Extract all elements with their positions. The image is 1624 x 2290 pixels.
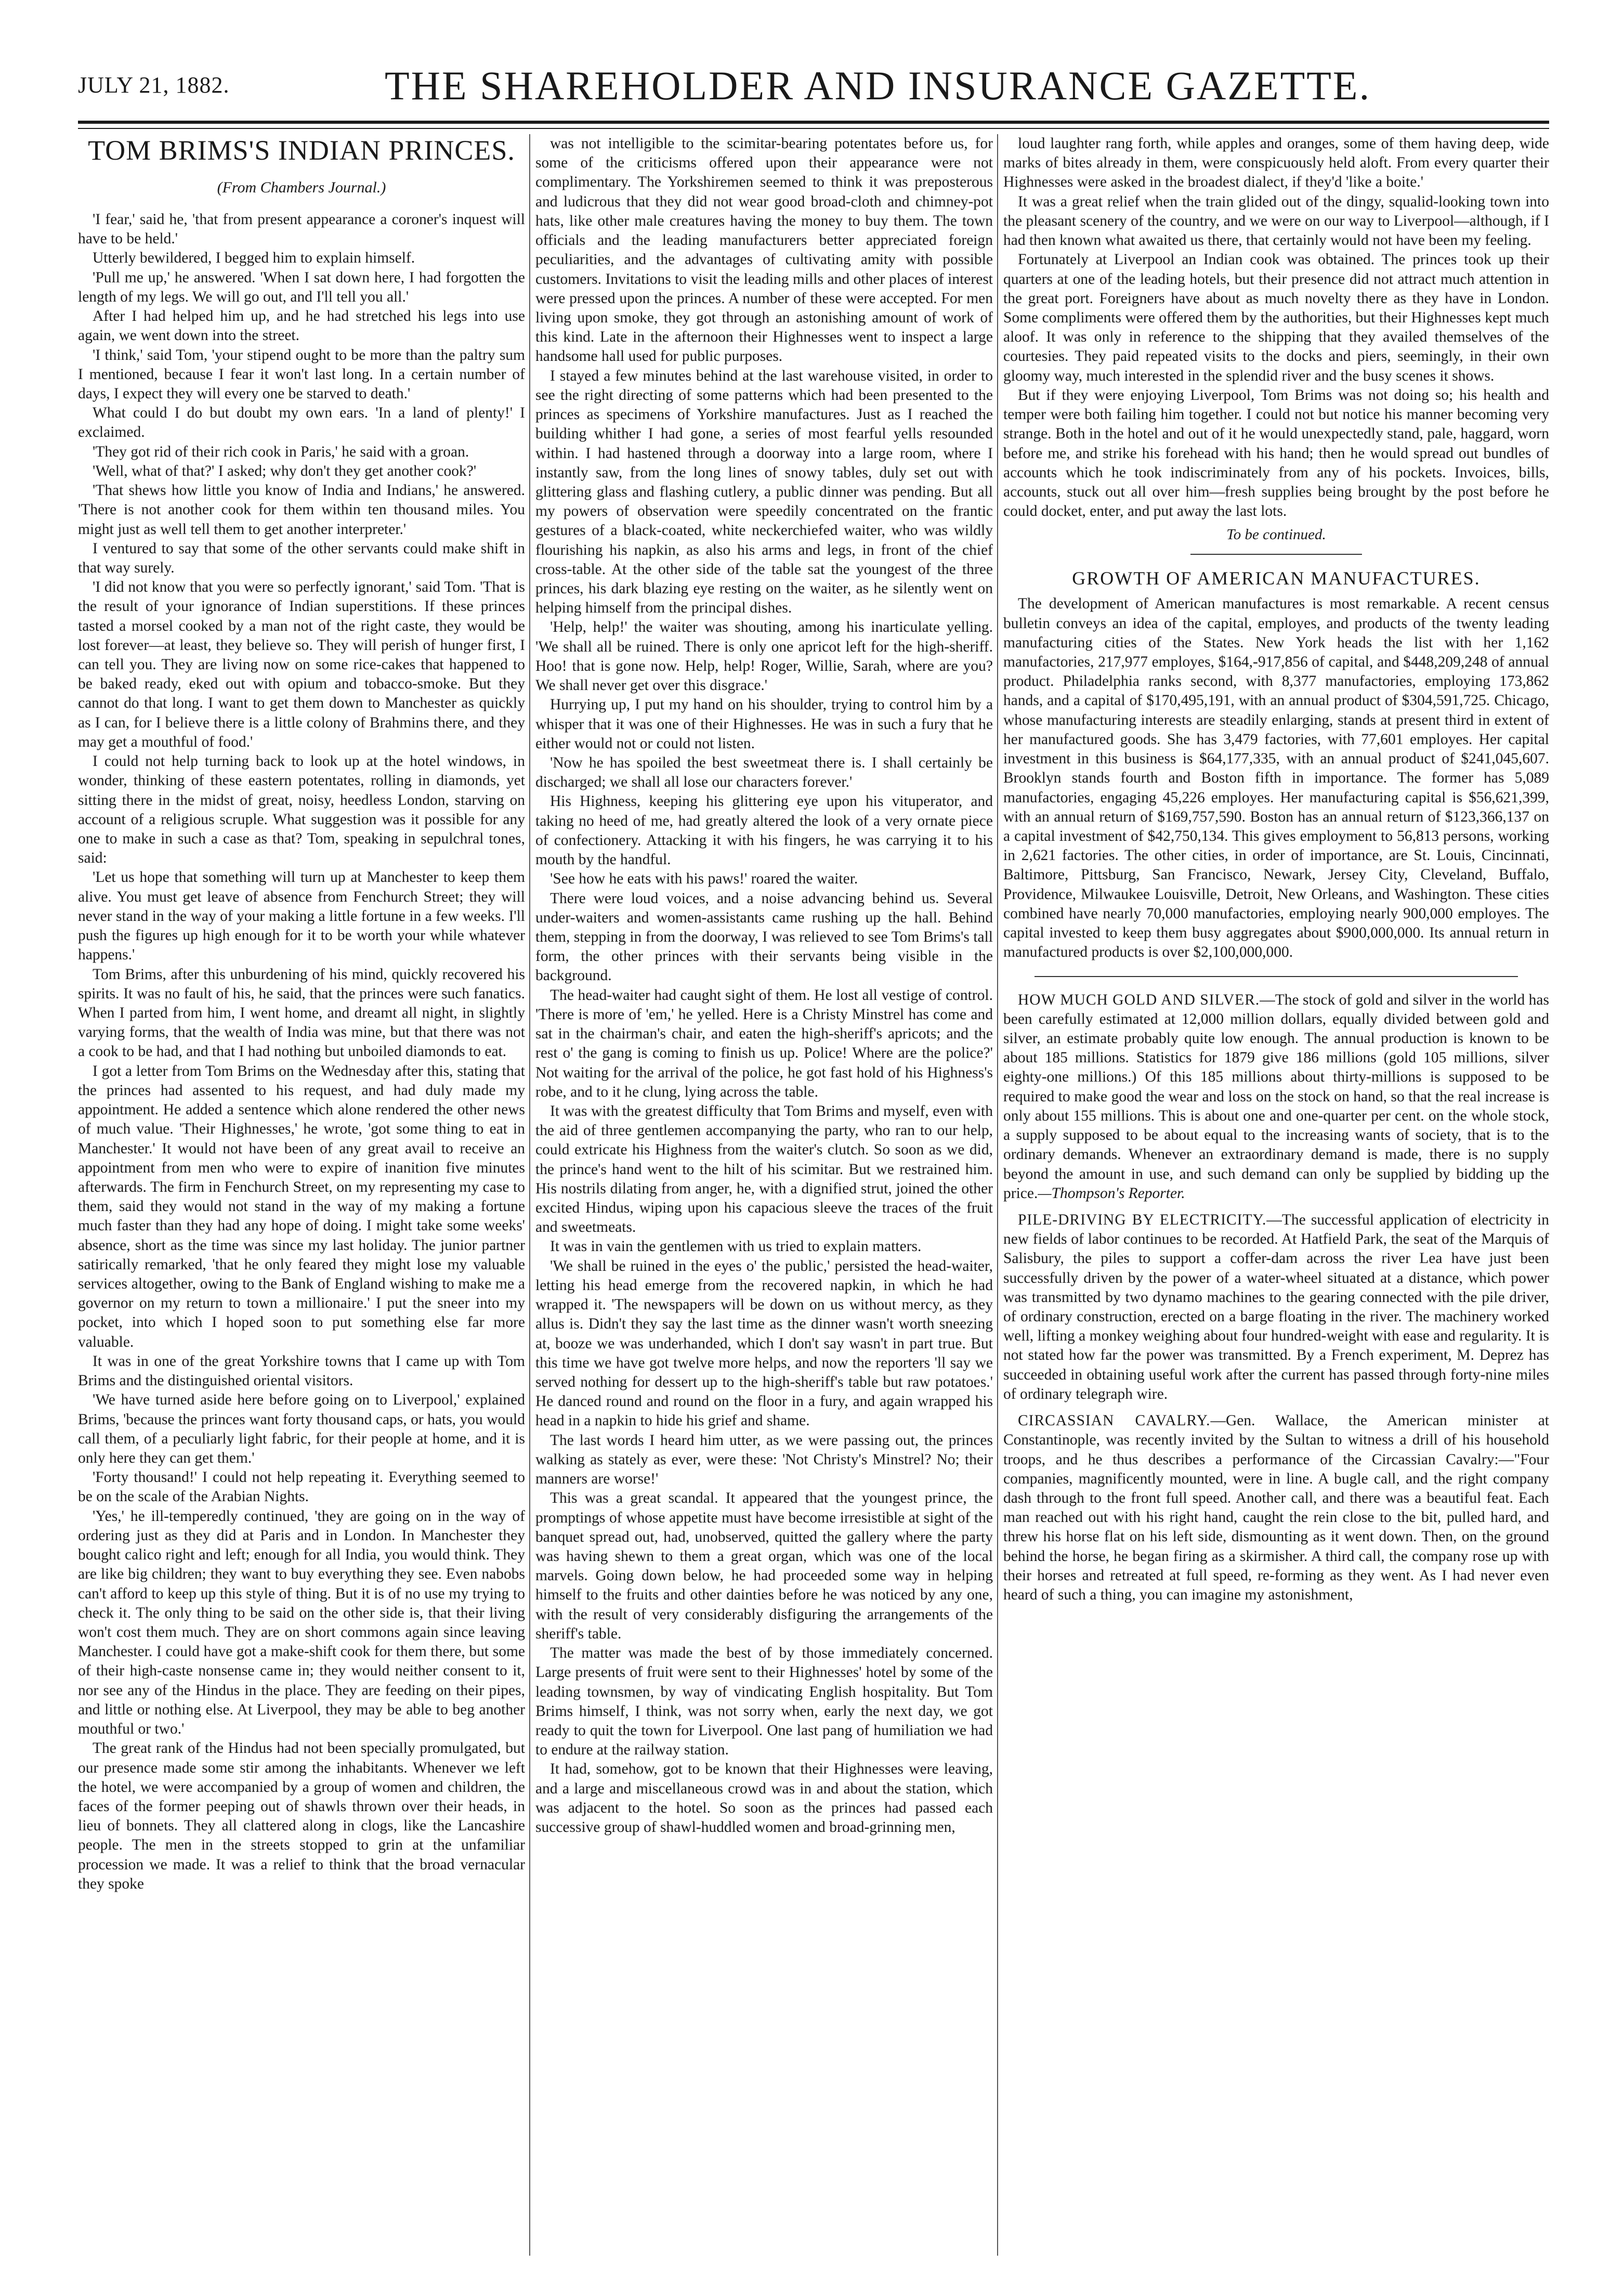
article-paragraph: The matter was made the best of by those immediately concerned. Large presents of fruit were sent to their Highnesses' hotel by some of the leading townsmen, by way of vindicating English hospitality. But Tom Brims himself, I think, was not sorry when, early the next day, we got ready to quit the town for Liverpool. One last pang of humiliation we had to endure at the railway station.	[535, 1645, 993, 1759]
article-paragraph: 'Yes,' he ill-temperedly continued, 'they are going on in the way of ordering just as they did at Paris and in London. In Manchester they bought calico right and left; enough for all India, you would think. They are like big children; they want to buy everything they see. Even nabobs can't afford to keep up this style of thing. But it is of no use my trying to check it. The only thing to be said on the other side is, that their living won't cost them much. They are on short commons again since leaving Manchester. I could have got a make-shift cook for them there, but some of their high-caste nonsense came in; they would neither consent to it, nor see any of the Hindus in the place. They are feeding on their pipes, and little or nothing else. At Liverpool, they may be able to beg another mouthful or two.'	[78, 1507, 525, 1738]
article-paragraph: 'I fear,' said he, 'that from present appearance a coroner's inquest will have to be held.'	[78, 211, 525, 248]
article-paragraph: 'We shall be ruined in the eyes o' the public,' persisted the head-waiter, letting his head emerge from the recovered napkin, in which he had wrapped it. 'The newspapers will be down on us without mercy, as they allus is. Didn't they say the last time as the dinner wasn't worth sneezing at, booze we was underhanded, which I don't say wasn't in part true. But this time we have got twelve more helps, and now the reporters 'll say we served nothing for dessert up to the high-sheriff's table but raw potatoes.' He danced round and round on the floor in a fury, and again wrapped his head in a napkin to hide his grief and shame.	[535, 1257, 993, 1429]
brief-heading: HOW MUCH GOLD AND SILVER.	[1018, 991, 1260, 1008]
article-paragraph: Fortunately at Liverpool an Indian cook was obtained. The princes took up their quarters at one of the leading hotels, but their presence did not attract much attention in the great port. Foreigners have about as much novelty there as they have in London. Some compliments were offered them by the authorities, but their Highnesses kept much aloof. It was only in reference to the shipping that they availed themselves of the courtesies. They paid repeated visits to the docks and piers, seemingly, in their own gloomy way, much interested in the splendid river and the busy scenes it shows.	[1003, 251, 1549, 384]
article-paragraph: 'I think,' said Tom, 'your stipend ought to be more than the paltry sum I mentioned, because I fear it won't last long. In a certain number of days, I expect they will every one be starved to death.'	[78, 346, 525, 402]
article-paragraph: 'See how he eats with his paws!' roared the waiter.	[550, 870, 858, 888]
article-paragraph: was not intelligible to the scimitar-bearing potentates before us, for some of the criticisms offered upon their appearance were not complimentary. The Yorkshiremen seemed to think it was preposterous and ludicrous that they did not wear good broad-cloth and chimney-pot hats, like other male creatures having the money to buy them. The town officials and the leading manufacturers better appreciated foreign peculiarities, and the advantages of cultivating amity with possible customers. Invitations to visit the leading mills and other places of interest were pressed upon the princes. A number of these were accepted. For men living upon smoke, they got through an astonishing amount of work of this kind. Late in the afternoon their Highnesses went to inspect a large handsome hall used for public purposes.	[535, 135, 993, 365]
article-title: GROWTH OF AMERICAN MANUFACTURES.	[1072, 568, 1481, 589]
article-paragraph: I stayed a few minutes behind at the last warehouse visited, in order to see the right directing of some patterns which had been presented to the princes as specimens of Yorkshire manufactures. Just as I reached the building whither I had gone, a series of most fearful yells resounded within. I had hastened through a doorway into a large room, where I instantly saw, from the long lines of snowy tables, duly set out with glittering glass and flashing cutlery, a public dinner was pending. But all my powers of observation were speedily concentrated on the frantic gestures of a black-coated, white neckerchiefed waiter, who was wildly flourishing his napkin, as also his arms and legs, in front of the chief cross-table. At the other side of the table sat the youngest of the three princes, his dark blazing eye resting on the waiter, as he silently went on helping himself from the principal dishes.	[535, 367, 993, 617]
article-paragraph: Hurrying up, I put my hand on his shoulder, trying to control him by a whisper that it was one of their Highnesses. He was in such a fury that he either would not or could not listen.	[535, 696, 993, 752]
article-paragraph: The development of American manufactures is most remarkable. A recent census bulletin conveys an idea of the capital, employes, and products of the twenty leading manufacturing cities of the States. New York heads the list with her 1,162 manufactories, 217,977 employes, $164,-917,856 of capital, and $448,209,248 of annual product. Philadelphia ranks second, with 8,377 manufactories, employing 173,862 hands, and a capital of $170,495,191, with an annual product of $304,591,725. Chicago, whose manufacturing interests are steadily enlarging, stands at present third in extent of her manufactured goods. She has 3,479 factories, with 77,601 employes. Her capital investment in this business is $64,177,335, with an annual product of $241,045,607. Brooklyn stands fourth and Boston fifth in importance. The former has 5,089 manufactories, engaging 45,226 employes. Her manufacturing capital is $56,621,399, with an annual return of $169,757,590. Boston has an annual return of $123,366,137 on a capital investment of $42,750,134. This gives employment to 56,813 persons, working in 2,621 factories. The other cities, in order of importance, are St. Louis, Cincinnati, Baltimore, Pittsburg, San Francisco, Newark, Jersey City, Cleveland, Buffalo, Providence, Milwaukee Louisville, Detroit, New Orleans, and Washington. These cities combined have nearly 70,000 manufactories, employing nearly 900,000 employes. The capital invested to keep them busy aggregates about $900,000,000. Its annual return in manufactured products is over $2,100,000,000.	[1003, 595, 1549, 961]
article-body	[535, 134, 993, 1837]
article-title: TOM BRIMS'S INDIAN PRINCES.	[88, 135, 515, 166]
article-paragraph: 'Help, help!' the waiter was shouting, among his inarticulate yelling. 'We shall all be ruined. There is only one apricot left for the high-sheriff. Hoo! that is gone now. Help, help! Roger, Willie, Sarah, where are you? We shall never get over this disgrace.'	[535, 619, 993, 694]
brief-text: —The successful application of electricity in new fields of labor continues to be recorded. At Hatfield Park, the seat of the Marquis of Salisbury, the piles to support a coffer-dam across the river Lea have just been successfully driven by the power of a water-wheel situated at a distance, which power was transmitted by two dynamo machines to the gearing connected with the pile driver, of ordinary construction, erected on a barge floating in the river. The machinery worked well, lifting a monkey weighing about four hundred-weight with ease and regularity. It is not stated how far the power was transmitted. By a French experiment, M. Deprez has succeeded in obtaining useful work after the current has passed through forty-nine miles of ordinary telegraph wire.	[1003, 1211, 1549, 1402]
column-divider	[529, 134, 530, 2256]
article-paragraph: Tom Brims, after this unburdening of his mind, quickly recovered his spirits. It was no fault of his, he said, that the princes were such fanatics. When I parted from him, I went home, and dreamt all night, in slightly varying forms, that the wealth of India was mine, but that there was not a cook to be had, and that I had nothing but unboiled diamonds to eat.	[78, 966, 525, 1060]
brief-item	[1003, 991, 1549, 1203]
article-paragraph: 'Well, what of that?' I asked; why don't they get another cook?'	[93, 462, 477, 479]
masthead-rule-thin	[78, 128, 1549, 129]
article-paragraph: I ventured to say that some of the other servants could make shift in that way surely.	[78, 540, 525, 576]
brief-heading: CIRCASSIAN CAVALRY.	[1018, 1412, 1211, 1429]
brief-item	[1003, 1211, 1549, 1404]
article-paragraph: It had, somehow, got to be known that their Highnesses were leaving, and a large and miscellaneous crowd was in and about the station, which was adjacent to the hotel. So soon as the princes had passed each successive group of shawl-huddled women and broad-grinning men,	[535, 1761, 993, 1836]
brief-text: —The stock of gold and silver in the world has been carefully estimated at 12,000 million dollars, equally divided between gold and silver, an estimate probably quite low enough. The annual production is known to be about 185 millions. Statistics for 1879 give 186 millions (gold 105 millions, silver eighty-one millions.) Of this 185 millions about thirty-millions is supposed to be required to make good the wear and loss on the stock on hand, so that the real increase is only about 155 millions. This is about one and one-quarter per cent. on the whole stock, a supply supposed to be about equal to the increasing wants of society, that is to the ordinary demands. Whenever an extraordinary demand is made, there is no supply beyond the amount in use, and such demand can only be supplied by bidding up the price.	[1003, 991, 1549, 1202]
column-3	[1003, 134, 1549, 2256]
masthead	[78, 52, 1549, 114]
article-paragraph: It was in vain the gentlemen with us tried to explain matters.	[550, 1238, 922, 1255]
column-2	[535, 134, 993, 2256]
brief-source: —Thompson's Reporter.	[1038, 1185, 1185, 1202]
newspaper-title: THE SHAREHOLDER AND INSURANCE GAZETTE.	[385, 63, 1371, 108]
article-paragraph: There were loud voices, and a noise advancing behind us. Several under-waiters and women-assistants came rushing up the hall. Behind them, stepping in from the doorway, I was relieved to see Tom Brims's tall form, the other princes with their servants being visible in the background.	[535, 890, 993, 984]
article-paragraph: It was with the greatest difficulty that Tom Brims and myself, even with the aid of three gentlemen accompanying the party, who ran to our help, could extricate his Highness from the waiter's clutch. So soon as we did, the prince's hand went to the hilt of his scimitar. But we restrained him. His nostrils dilating from anger, he, with a dignified strut, joined the other excited Hindus, wiping upon his capacious sleeve the traces of the fruit and sweetmeats.	[535, 1102, 993, 1236]
article-paragraph: The great rank of the Hindus had not been specially promulgated, but our presence made some stir among the inhabitants. Whenever we left the hotel, we were accompanied by a group of women and children, the faces of the former peeping out of shawls thrown over their heads, in lieu of bonnets. They all clattered along in clogs, like the Lancashire people. The men in the streets stopped to grin at the unfamiliar procession we made. It was a relief to think that the broad vernacular they spoke	[78, 1740, 525, 1892]
masthead-rule	[78, 121, 1549, 124]
article-paragraph: 'That shews how little you know of India and Indians,' he answered. 'There is not another cook for them within ten thousand miles. You might just as well tell them to get another interpreter.'	[78, 482, 525, 538]
continued-note: To be continued.	[1226, 526, 1326, 543]
article-paragraph: But if they were enjoying Liverpool, Tom Brims was not doing so; his health and temper were both failing him together. I could not but notice his manner becoming very strange. Both in the hotel and out of it he would unexpectedly stand, pale, haggard, worn before me, and strike his forehead with his hand; then he would spread out bundles of accounts which he took indiscriminately from any of his pockets. Invoices, bills, accounts, stuck out all over him—fresh supplies being brought by the post before he could docket, enter, and put away the last lots.	[1003, 386, 1549, 520]
column-1	[78, 134, 525, 2256]
article-paragraph: This was a great scandal. It appeared that the youngest prince, the promptings of whose appetite must have become irresistible at sight of the banquet spread out, had, unobserved, quitted the gallery where the party was having shewn to them a great organ, which was one of the local marvels. Going down below, he had proceeded some way in helping himself to the fruits and other dainties before he was noticed by any one, with the result of very considerably disfiguring the arrangements of the sheriff's table.	[535, 1490, 993, 1642]
brief-text: —Gen. Wallace, the American minister at Constantinople, was recently invited by the Sultan to witness a drill of his household troops, and he thus describes a performance of the Circassian Cavalry:—"Four companies, magnificently mounted, were in line. A bugle call, and the right company dash through to the front full speed. Another call, and there was a beautiful feat. Each man reached out with his right hand, caught the rein close to the bit, pulled hard, and threw his horse flat on his left side, dismounting as it went down. Then, on the ground behind the horse, he began firing as a skirmisher. A third call, the company rose up with their horses and retreated at full speed, re-forming as they went. As I had never even heard of such a thing, you can imagine my astonishment,	[1003, 1412, 1549, 1604]
brief-item	[1003, 1411, 1549, 1605]
article-paragraph: I got a letter from Tom Brims on the Wednesday after this, stating that the princes had assented to his request, and had duly made my appointment. He added a sentence which alone rendered the other news of much value. 'Their Highnesses,' he wrote, 'got some thing to eat in Manchester.' It would not have been of any great avail to receive an appointment from men who were to expire of inanition five minutes afterwards. The firm in Fenchurch Street, on my representing my case to them, said they would not stand in the way of my making a fortune much faster than they had any hope of doing. I might take some weeks' absence, short as the time was since my last holiday. The junior partner satirically remarked, 'that he only feared they might lose my valuable services altogether, owing to the Bank of England wishing to make me a governor on my return to town a millionaire.' I put the sneer into my pocket, into which I hoped soon to put something else far more valuable.	[78, 1062, 525, 1350]
article-paragraph: 'Now he has spoiled the best sweetmeat there is. I shall certainly be discharged; we shall all lose our characters forever.'	[535, 754, 993, 791]
article-body	[78, 210, 525, 1894]
separator	[1190, 554, 1362, 555]
brief-heading: PILE-DRIVING BY ELECTRICITY.	[1018, 1211, 1267, 1228]
article-body	[1003, 134, 1549, 521]
article-paragraph: The last words I heard him utter, as we were passing out, the princes walking as stately as ever, were these: 'Not Christy's Minstrel? No; their manners are worse!'	[535, 1432, 993, 1488]
article-source: (From Chambers Journal.)	[217, 179, 386, 196]
issue-date: JULY 21, 1882.	[78, 72, 230, 98]
column-divider	[997, 134, 998, 2256]
article-paragraph: 'Let us hope that something will turn up at Manchester to keep them alive. You must get leave of absence from Fenchurch Street; they will never stand in the way of your making a little fortune in a few weeks. I'll push the figures up high enough for it to be worth your while whatever happens.'	[78, 869, 525, 964]
article-paragraph: 'They got rid of their rich cook in Paris,' he said with a groan.	[93, 443, 469, 460]
article-paragraph: loud laughter rang forth, while apples and oranges, some of them having deep, wide marks of bites already in them, were conspicuously held aloft. From every quarter their Highnesses were asked in the broadest dialect, if they'd 'like a boite.'	[1003, 135, 1549, 191]
article-paragraph: His Highness, keeping his glittering eye upon his vituperator, and taking no heed of me, had greatly altered the look of a very ornate piece of confectionery. Attacking it with his fingers, he was carrying it to his mouth by the handful.	[535, 793, 993, 868]
separator	[1034, 976, 1518, 977]
article-paragraph: It was a great relief when the train glided out of the dingy, squalid-looking town into the pleasant scenery of the country, and we were on our way to Liverpool—although, if I had then known what awaited us there, that certainly would not have been my feeling.	[1003, 193, 1549, 249]
article-paragraph: I could not help turning back to look up at the hotel windows, in wonder, thinking of these eastern potentates, rolling in diamonds, yet sitting there in the midst of great, noisy, heedless London, starving on account of a religious scruple. What suggestion was it possible for any one to make in such a case as that? Tom, speaking in sepulchral tones, said:	[78, 753, 525, 867]
article-paragraph: 'Pull me up,' he answered. 'When I sat down here, I had forgotten the length of my legs. We will go out, and I'll tell you all.'	[78, 269, 525, 305]
article-paragraph: 'I did not know that you were so perfectly ignorant,' said Tom. 'That is the result of your ignorance of Indian superstitions. If these princes tasted a morsel cooked by a man not of the right caste, they would be lost forever—at least, they believe so. They will perish of hunger first, I can tell you. They are living now on some rice-cakes that happened to be baked ready, eked out with opium and tobacco-smoke. But they cannot do that long. I want to get them down to Manchester as quickly as I can, for I believe there is a little colony of Brahmins there, and they may get a mouthful of food.'	[78, 579, 525, 750]
article-paragraph: 'Forty thousand!' I could not help repeating it. Everything seemed to be on the scale of the Arabian Nights.	[78, 1469, 525, 1505]
article-paragraph: It was in one of the great Yorkshire towns that I came up with Tom Brims and the distinguished oriental visitors.	[78, 1352, 525, 1389]
article-paragraph: 'We have turned aside here before going on to Liverpool,' explained Brims, 'because the princes want forty thousand caps, or hats, you would call them, of a peculiarly light fabric, for their people at home, and it is only here they can get them.'	[78, 1391, 525, 1466]
article-paragraph: Utterly bewildered, I begged him to explain himself.	[93, 250, 415, 267]
article-paragraph: The head-waiter had caught sight of them. He lost all vestige of control. 'There is more of 'em,' he yelled. Here is a Christy Minstrel has come and sat in the chairman's chair, and eaten the high-sheriff's apricots; and the rest o' the gang is coming to finish us up. Police! Where are the police?' Not waiting for the arrival of the police, he got fast hold of his Highness's robe, and to it he clung, lying across the table.	[535, 986, 993, 1100]
article-paragraph: After I had helped him up, and he had stretched his legs into use again, we went down into the street.	[78, 308, 525, 344]
article-paragraph: What could I do but doubt my own ears. 'In a land of plenty!' I exclaimed.	[78, 405, 525, 441]
